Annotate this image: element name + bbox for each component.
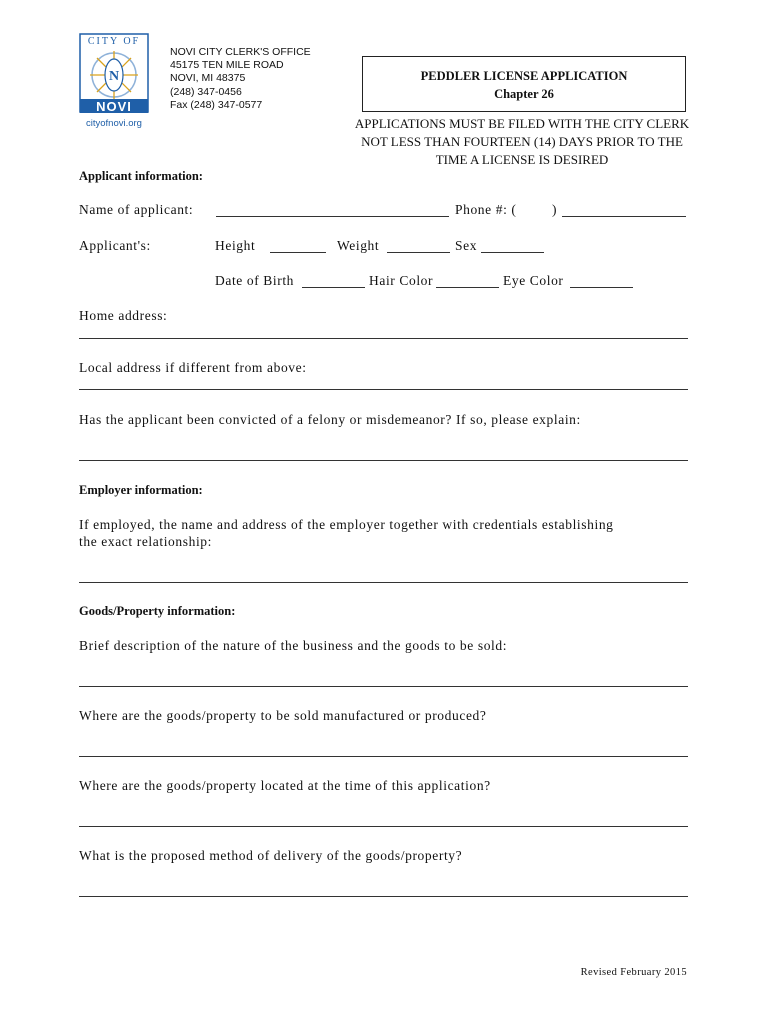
hair-label: Hair Color bbox=[369, 273, 434, 288]
office-line: NOVI, MI 48375 bbox=[170, 72, 246, 85]
local-address-label: Local address if different from above: bbox=[79, 360, 307, 375]
form-title: PEDDLER LICENSE APPLICATION bbox=[420, 69, 628, 83]
name-field[interactable] bbox=[216, 216, 449, 217]
hair-field[interactable] bbox=[436, 287, 499, 288]
local-address-field[interactable] bbox=[79, 389, 688, 390]
home-address-field[interactable] bbox=[79, 338, 688, 339]
felony-label: Has the applicant been convicted of a felony or misdemeanor? If so, please explain: bbox=[79, 412, 581, 427]
phone-label: Phone #: ( bbox=[455, 202, 517, 217]
dob-label: Date of Birth bbox=[215, 273, 295, 288]
notice-line: APPLICATIONS MUST BE FILED WITH THE CITY CLERK bbox=[354, 116, 690, 131]
sex-field[interactable] bbox=[481, 252, 544, 253]
goods-q1-label: Brief description of the nature of the business and the goods to be sold: bbox=[79, 638, 508, 653]
weight-label: Weight bbox=[337, 238, 380, 253]
notice-line: NOT LESS THAN FOURTEEN (14) DAYS PRIOR TO THE bbox=[361, 134, 683, 149]
height-field[interactable] bbox=[270, 252, 326, 253]
logo-top-text: CITY OF bbox=[87, 36, 141, 47]
employer-field[interactable] bbox=[79, 582, 688, 583]
office-address bbox=[170, 46, 311, 112]
employer-text-line1: If employed, the name and address of the employer together with credentials establishing bbox=[79, 517, 614, 532]
goods-q4-field[interactable] bbox=[79, 896, 688, 897]
goods-q2-field[interactable] bbox=[79, 756, 688, 757]
employer-text-line2: the exact relationship: bbox=[79, 534, 213, 549]
phone-field[interactable] bbox=[562, 216, 686, 217]
svg-text:N: N bbox=[108, 69, 120, 84]
logo-name: NOVI bbox=[96, 99, 132, 114]
goods-q4-label: What is the proposed method of delivery of the goods/property? bbox=[79, 848, 463, 863]
office-line: Fax (248) 347-0577 bbox=[170, 98, 263, 111]
goods-q2-label: Where are the goods/property to be sold manufactured or produced? bbox=[79, 708, 487, 723]
weight-field[interactable] bbox=[387, 252, 450, 253]
notice-line: TIME A LICENSE IS DESIRED bbox=[435, 152, 609, 167]
goods-heading: Goods/Property information: bbox=[79, 604, 236, 618]
name-label: Name of applicant: bbox=[79, 202, 194, 217]
city-of-novi-logo bbox=[79, 33, 149, 133]
eye-field[interactable] bbox=[570, 287, 633, 288]
applicants-label: Applicant's: bbox=[79, 238, 151, 253]
filing-notice bbox=[342, 115, 702, 169]
office-line: NOVI CITY CLERK'S OFFICE bbox=[170, 46, 311, 58]
sex-label: Sex bbox=[455, 238, 478, 253]
phone-paren: ) bbox=[552, 202, 558, 217]
goods-q3-label: Where are the goods/property located at the time of this application? bbox=[79, 778, 491, 793]
felony-explanation-field[interactable] bbox=[79, 460, 688, 461]
height-label: Height bbox=[215, 238, 256, 253]
form-chapter: Chapter 26 bbox=[494, 87, 554, 101]
revised-date: Revised February 2015 bbox=[580, 967, 687, 978]
goods-q3-field[interactable] bbox=[79, 826, 688, 827]
dob-field[interactable] bbox=[302, 287, 365, 288]
form-title-box bbox=[362, 56, 686, 112]
eye-label: Eye Color bbox=[503, 273, 564, 288]
employer-heading: Employer information: bbox=[79, 483, 203, 497]
applicant-heading: Applicant information: bbox=[79, 169, 203, 183]
logo-url: cityofnovi.org bbox=[86, 118, 142, 129]
office-line: 45175 TEN MILE ROAD bbox=[170, 59, 284, 72]
home-address-label: Home address: bbox=[79, 308, 168, 323]
goods-q1-field[interactable] bbox=[79, 686, 688, 687]
office-line: (248) 347-0456 bbox=[170, 85, 242, 98]
